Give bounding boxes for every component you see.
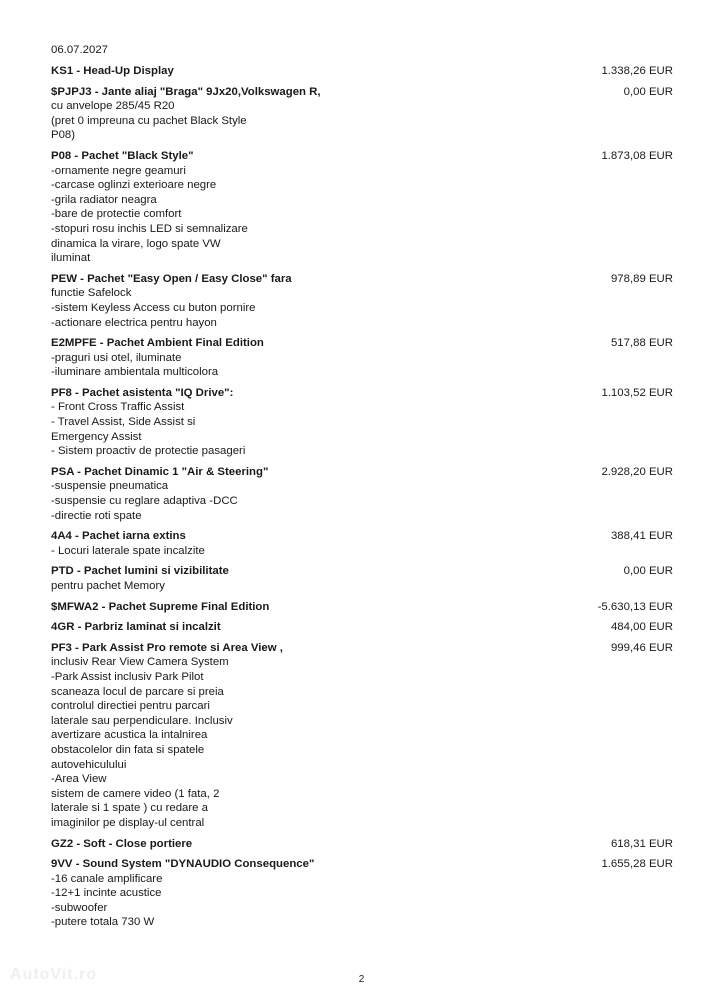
- option-item: [51, 85, 673, 143]
- option-description: cu anvelope 285/45 R20 (pret 0 impreuna cu pachet Black Style P08): [51, 100, 247, 142]
- option-description: functie Safelock -sistem Keyless Access cu buton pornire -actionare electrica pentru hayon: [51, 287, 256, 329]
- option-title: $MFWA2 - Pachet Supreme Final Edition: [51, 600, 270, 613]
- document-date: 06.07.2027: [51, 44, 109, 56]
- watermark-logo: AutoVit.ro: [10, 966, 98, 983]
- option-title: P08 - Pachet "Black Style": [51, 149, 194, 162]
- option-item: [51, 857, 673, 930]
- option-item: [51, 64, 673, 79]
- option-price: 1.338,26 EUR: [601, 65, 673, 77]
- option-item: [51, 620, 673, 635]
- option-price: 517,88 EUR: [610, 337, 673, 350]
- option-item: [51, 529, 673, 558]
- option-title: $PJPJ3 - Jante aliaj "Braga" 9Jx20,Volkswagen R,: [51, 85, 321, 98]
- option-title: PEW - Pachet "Easy Open / Easy Close" fara: [51, 272, 292, 285]
- option-price: 1.873,08 EUR: [601, 149, 673, 162]
- option-price: 388,41 EUR: [610, 530, 673, 543]
- option-description: inclusiv Rear View Camera System -Park Assist inclusiv Park Pilot scaneaza locul de parcare si preia controlul directiei pentru parcari laterale sau perpendiculare. Inclusiv avertizare acustica la intalnirea obstacolelor din fata si spatele autovehiculului -Area View sistem de camere video (1 fata, 2 laterale si 1 spate ) cu redare a imaginilor pe display-ul central: [51, 656, 233, 829]
- option-title: PSA - Pachet Dinamic 1 "Air & Steering": [51, 465, 269, 478]
- option-item: [51, 149, 673, 266]
- option-title: 4A4 - Pachet iarna extins: [51, 530, 186, 543]
- option-price: 999,46 EUR: [610, 641, 673, 654]
- option-title: 9VV - Sound System "DYNAUDIO Consequence": [51, 858, 315, 871]
- page-number: 2: [358, 974, 365, 985]
- option-title: 4GR - Parbriz laminat si incalzit: [51, 621, 221, 634]
- option-item: [51, 564, 673, 593]
- option-item: [51, 465, 673, 523]
- option-item: [51, 600, 673, 615]
- option-description: -ornamente negre geamuri -carcase oglinzi exterioare negre -grila radiator neagra -bare de protectie comfort -stopuri rosu inchis LED si semnalizare dinamica la virare, logo spate VW iluminat: [51, 164, 248, 265]
- option-price: -5.630,13 EUR: [597, 600, 673, 613]
- option-item: [51, 641, 673, 831]
- option-list: [51, 64, 673, 936]
- option-title: PF3 - Park Assist Pro remote si Area View ,: [51, 641, 283, 654]
- option-item: [51, 272, 673, 330]
- option-title: KS1 - Head-Up Display: [51, 65, 174, 77]
- option-description: - Locuri laterale spate incalzite: [51, 544, 205, 557]
- option-description: - Front Cross Traffic Assist - Travel Assist, Side Assist si Emergency Assist - Sistem proactiv de protectie pasageri: [51, 401, 246, 458]
- option-title: GZ2 - Soft - Close portiere: [51, 837, 193, 850]
- option-price: 0,00 EUR: [623, 85, 673, 98]
- option-price: 484,00 EUR: [610, 621, 673, 634]
- option-item: [51, 837, 673, 852]
- option-title: PF8 - Pachet asistenta "IQ Drive":: [51, 386, 234, 399]
- option-description: -praguri usi otel, iluminate -iluminare ambientala multicolora: [51, 351, 219, 379]
- option-price: 978,89 EUR: [610, 272, 673, 285]
- option-price: 2.928,20 EUR: [601, 465, 673, 478]
- option-item: [51, 386, 673, 459]
- option-description: pentru pachet Memory: [51, 580, 165, 592]
- option-price: 1.103,52 EUR: [601, 386, 673, 399]
- option-price: 1.655,28 EUR: [601, 858, 673, 871]
- option-description: -suspensie pneumatica -suspensie cu reglare adaptiva -DCC -directie roti spate: [51, 480, 238, 522]
- option-price: 618,31 EUR: [610, 837, 673, 850]
- option-description: -16 canale amplificare -12+1 incinte acustice -subwoofer -putere totala 730 W: [51, 872, 163, 929]
- option-title: PTD - Pachet lumini si vizibilitate: [51, 565, 229, 578]
- option-price: 0,00 EUR: [623, 565, 673, 578]
- option-title: E2MPFE - Pachet Ambient Final Edition: [51, 337, 264, 350]
- option-item: [51, 336, 673, 380]
